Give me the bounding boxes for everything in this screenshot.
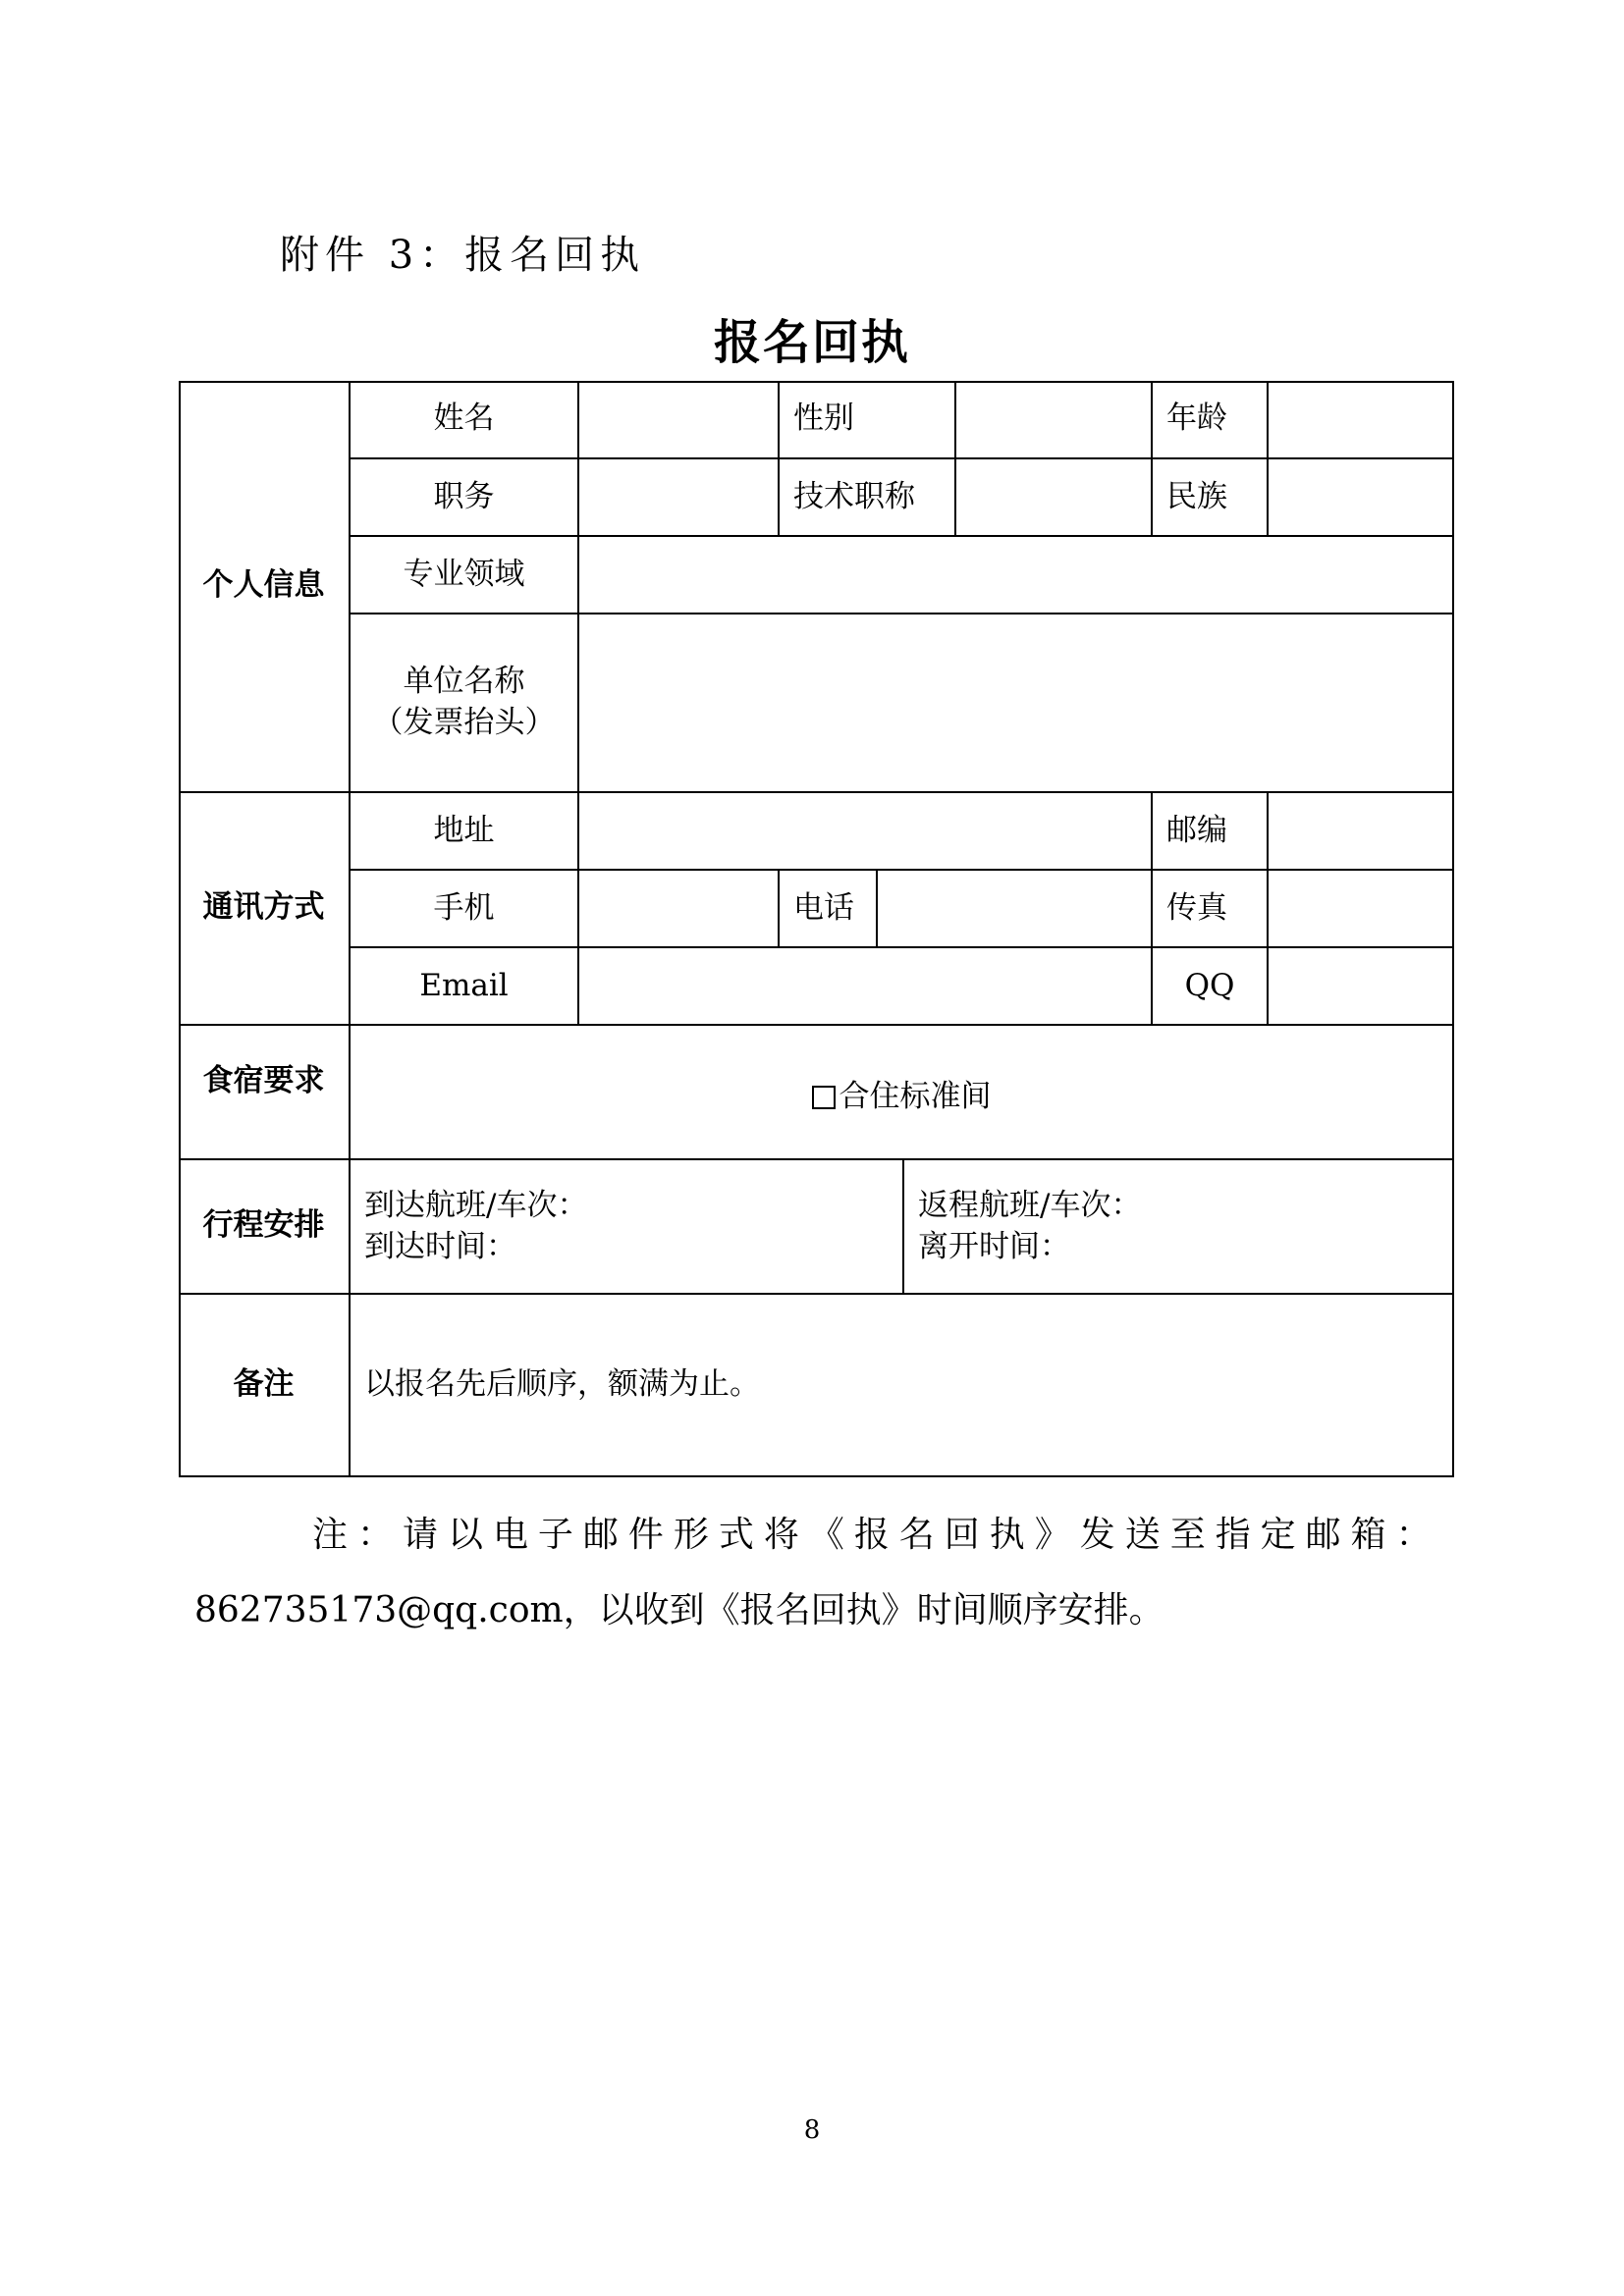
technical-title-label: 技术职称 xyxy=(793,478,915,514)
fax-label: 传真 xyxy=(1166,889,1227,926)
age-input[interactable] xyxy=(1269,381,1452,457)
remarks-text: 以报名先后顺序，额满为止。 xyxy=(364,1366,760,1403)
position-label: 职务 xyxy=(433,478,495,514)
organization-label-line1: 单位名称 xyxy=(403,664,525,700)
ethnicity-label: 民族 xyxy=(1166,478,1227,514)
return-flight-label: 返程航班/车次： xyxy=(918,1187,1142,1223)
field-input[interactable] xyxy=(579,537,1452,613)
postcode-label: 邮编 xyxy=(1166,812,1227,848)
gender-label: 性别 xyxy=(793,400,854,437)
gender-input[interactable] xyxy=(956,381,1151,457)
note-char: 邮 xyxy=(582,1515,619,1555)
form-title: 报名回执 xyxy=(713,315,910,370)
note-char: 形 xyxy=(673,1515,709,1555)
note-char: 定 xyxy=(1260,1515,1296,1555)
arrival-flight-label: 到达航班/车次： xyxy=(364,1187,588,1223)
note-char: 》 xyxy=(1034,1515,1070,1555)
note-char: 式 xyxy=(718,1515,754,1555)
note-char: 《 xyxy=(808,1515,844,1555)
section-lodging: 食宿要求 xyxy=(202,1062,325,1098)
note-char: 请 xyxy=(402,1515,438,1555)
age-label: 年龄 xyxy=(1166,400,1227,437)
note-char: 发 xyxy=(1079,1515,1115,1555)
note-char: 件 xyxy=(627,1515,664,1555)
fax-input[interactable] xyxy=(1269,871,1452,946)
note-char: ： xyxy=(356,1515,393,1555)
technical-title-input[interactable] xyxy=(956,459,1151,535)
note-char: 注 xyxy=(312,1515,349,1555)
note-char: 送 xyxy=(1124,1515,1161,1555)
phone-input[interactable] xyxy=(878,871,1151,946)
postcode-input[interactable] xyxy=(1269,793,1452,869)
shared-room-label: 合住标准间 xyxy=(839,1078,992,1114)
qq-input[interactable] xyxy=(1269,948,1452,1024)
note-char: 将 xyxy=(763,1515,799,1555)
note-char: 以 xyxy=(447,1515,483,1555)
return-info xyxy=(904,1160,1452,1293)
note-char: 箱 xyxy=(1350,1515,1386,1555)
note-line-2: 862735173@qq.com，以收到《报名回执》时间顺序安排。 xyxy=(194,1590,1164,1630)
page-number: 8 xyxy=(803,2115,821,2145)
note-char: 指 xyxy=(1215,1515,1251,1555)
note-char: 子 xyxy=(537,1515,573,1555)
arrival-info xyxy=(351,1160,902,1293)
email-input[interactable] xyxy=(579,948,1151,1024)
phone-label: 电话 xyxy=(793,889,854,926)
address-input[interactable] xyxy=(579,793,1151,869)
name-label: 姓名 xyxy=(433,400,495,437)
mobile-label: 手机 xyxy=(433,889,495,926)
section-personal-info: 个人信息 xyxy=(202,567,325,604)
field-label: 专业领域 xyxy=(403,556,525,592)
note-char: 回 xyxy=(944,1515,980,1555)
section-contact: 通讯方式 xyxy=(202,888,325,925)
lodging-option xyxy=(351,1026,1452,1158)
note-char: 邮 xyxy=(1305,1515,1341,1555)
position-input[interactable] xyxy=(579,459,778,535)
registration-form-table xyxy=(179,381,1454,1477)
note-char: ： xyxy=(1395,1515,1432,1555)
attachment-heading: 附件 3：报名回执 xyxy=(280,233,646,278)
organization-label xyxy=(351,614,577,791)
note-char: 名 xyxy=(898,1515,935,1555)
ethnicity-input[interactable] xyxy=(1269,459,1452,535)
section-itinerary: 行程安排 xyxy=(202,1206,325,1243)
email-label: Email xyxy=(419,967,509,1003)
note-char: 电 xyxy=(492,1515,528,1555)
arrival-time-label: 到达时间： xyxy=(364,1228,516,1264)
shared-room-checkbox[interactable] xyxy=(812,1086,836,1109)
note-char: 报 xyxy=(853,1515,890,1555)
note-line-1 xyxy=(312,1507,1432,1557)
organization-label-line2: （发票抬头） xyxy=(372,705,556,740)
note-char: 执 xyxy=(989,1515,1025,1555)
section-remarks: 备注 xyxy=(233,1366,295,1403)
note-char: 至 xyxy=(1169,1515,1206,1555)
organization-input[interactable] xyxy=(579,614,1452,791)
mobile-input[interactable] xyxy=(579,871,778,946)
address-label: 地址 xyxy=(433,812,495,848)
departure-time-label: 离开时间： xyxy=(918,1228,1070,1264)
qq-label: QQ xyxy=(1184,967,1235,1003)
name-input[interactable] xyxy=(579,381,778,457)
